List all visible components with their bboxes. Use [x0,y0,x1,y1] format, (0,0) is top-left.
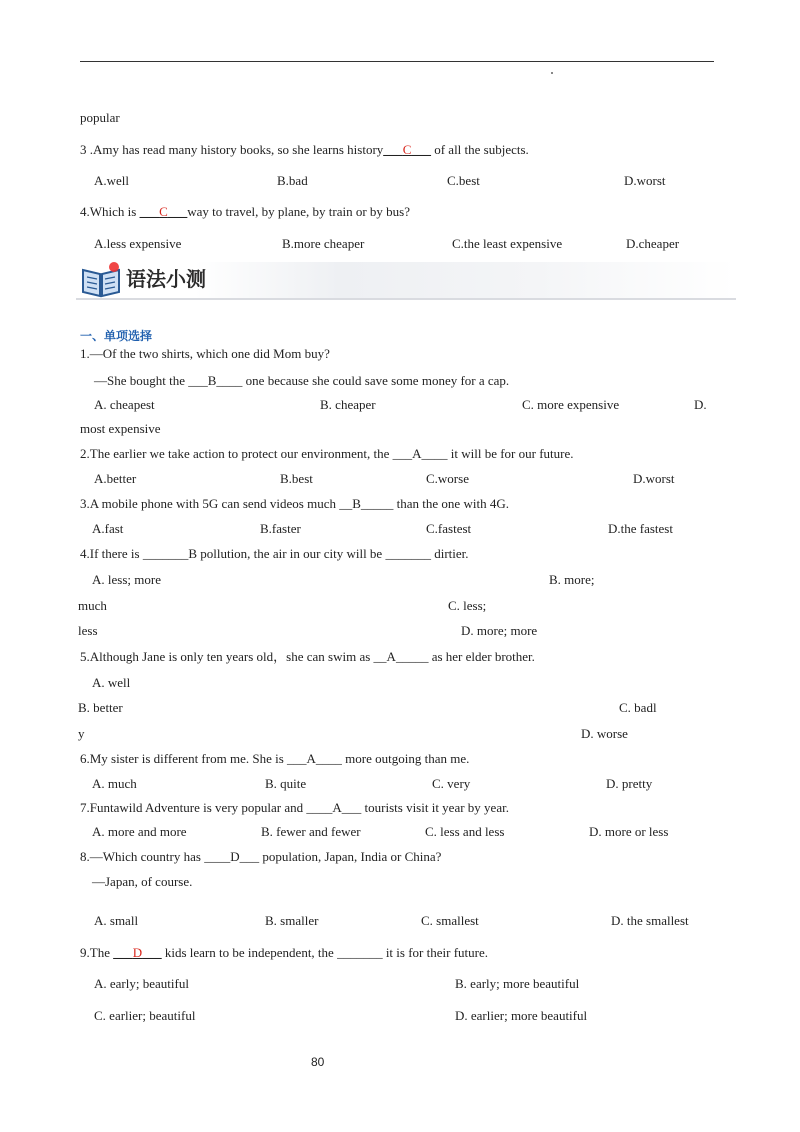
option-a: A.well [94,173,130,188]
option-b: B.faster [260,521,301,536]
question-text: 5.Although Jane is only ten years old，she can swim as [80,649,374,664]
option-b: B.more cheaper [282,236,365,251]
blank-post: _____ [360,496,394,511]
question-text-post: it will be for our future. [447,446,574,461]
blank-post: ____ [216,373,243,388]
option-c: C. smallest [421,913,479,928]
banner-title: 语法小测 [126,267,206,291]
option-d: D.the fastest [608,521,673,536]
header-mark [551,72,553,74]
question-text: 8.—Which country has [80,849,205,864]
question-4 [80,546,469,562]
question-text-post: as her elder brother. [428,649,535,664]
answer-letter: A [412,446,422,461]
blank-post: ___ [142,945,162,960]
question-text: 3.A mobile phone with 5G can send videos much [80,496,340,511]
option-c: C.the least expensive [452,236,563,251]
question-text-post: more outgoing than me. [341,751,470,766]
blank-pre: ____ [204,849,231,864]
section-heading: 一、单项选择 [80,329,153,343]
blank-pre: ___ [188,373,208,388]
option-c: C.fastest [426,521,472,536]
blank-pre: _______ [142,546,189,561]
answer-letter: B [207,373,217,388]
question-text-post: one because she could save some money for a cap. [242,373,510,388]
page-number: 80 [311,1055,325,1069]
option-a: A. small [94,913,139,928]
question-text-post: population, Japan, India or China? [259,849,442,864]
option-a: A. cheapest [94,397,155,412]
question-6 [80,751,469,767]
blank-pre: ___ [139,204,160,219]
question-text: 6.My sister is different from me. She is [80,751,288,766]
blank-post: _____ [395,649,429,664]
option-c: C.best [447,173,480,188]
option-c: C. very [432,776,471,791]
option-b: B. cheaper [320,397,376,412]
question-text-post: than the one with 4G. [393,496,509,511]
question-text-mid: kids learn to be independent, the [161,945,338,960]
question-text: 7.Funtawild Adventure is very popular and [80,800,307,815]
blank-post: ___ [167,204,188,219]
option-c: C. earlier; beautiful [94,1008,196,1023]
option-b: B. fewer and fewer [261,824,361,839]
answer-letter: D [132,945,143,960]
question-text-post: way to travel, by plane, by train or by bus? [187,204,410,219]
option-d: D.worst [633,471,675,486]
option-d-wrap: most expensive [80,421,161,436]
answer-blank [113,945,161,960]
question-9 [80,945,488,961]
option-a: A.fast [92,521,124,536]
option-b-wrap: much [78,598,107,613]
blank-pre: ___ [113,945,133,960]
answer-blank [383,142,431,157]
option-c-wrap: less [78,623,98,638]
question-text-mid: pollution, the air in our city will be [196,546,386,561]
blank-2: _______ [337,945,383,960]
option-a: A. early; beautiful [94,976,189,991]
option-c: C.worse [426,471,469,486]
option-d: D. the smallest [611,913,689,928]
blank-pre: __ [373,649,387,664]
option-a: A. well [92,675,131,690]
blank-post: ____ [315,751,342,766]
option-b: B.bad [277,173,308,188]
option-b: B.best [280,471,313,486]
answer-letter: B [352,496,361,511]
answer-letter: A [386,649,396,664]
question-8-reply: —Japan, of course. [92,874,193,889]
option-d: D. [694,397,707,412]
question-text: —She bought the [94,373,189,388]
blank-pre: ____ [306,800,333,815]
option-d: D. worse [581,726,628,741]
question-text-post: dirtier. [430,546,469,561]
option-b: B. smaller [265,913,319,928]
question-7 [80,800,509,816]
option-d: D. more; more [461,623,538,638]
question-1: 1.—Of the two shirts, which one did Mom buy? [80,346,330,361]
question-8 [80,849,441,865]
option-c: C. less; [448,598,487,613]
question-text-post: tourists visit it year by year. [361,800,509,815]
question-text: 4.Which is [80,204,140,219]
blank-post: ____ [421,446,448,461]
option-a: A. more and more [92,824,187,839]
blank-pre: ___ [383,142,403,157]
answer-letter: C [402,142,412,157]
option-a: A. much [92,776,137,791]
option-d: D. pretty [606,776,653,791]
option-d: D. earlier; more beautiful [455,1008,588,1023]
question-text-post: it is for their future. [382,945,488,960]
answer-letter: D [230,849,240,864]
option-c: C. badl [619,700,657,715]
section-banner [76,256,736,302]
blank-post: ___ [411,142,431,157]
question-text-post: of all the subjects. [430,142,529,157]
blank-post: ___ [341,800,362,815]
question-top-4 [80,204,410,220]
option-c: C. less and less [425,824,505,839]
open-book-icon [80,260,122,300]
blank-pre: __ [339,496,353,511]
answer-letter: A [332,800,342,815]
option-b: B. better [78,700,123,715]
answer-letter: A [306,751,316,766]
option-b: B. early; more beautiful [455,976,580,991]
option-c: C. more expensive [522,397,620,412]
blank-post: ___ [239,849,260,864]
question-text: 3 .Amy has read many history books, so she learns history [80,142,384,157]
blank-pre: ___ [392,446,413,461]
option-d: D.worst [624,173,666,188]
question-top-3 [80,142,529,158]
header-rule [80,61,714,62]
question-text: 2.The earlier we take action to protect our environment, the [80,446,393,461]
answer-blank [140,204,188,219]
option-c-wrap: y [78,726,85,741]
answer-letter: C [159,204,168,219]
answer-blank [188,373,242,388]
option-a: A. less; more [92,572,161,587]
question-3 [80,496,509,512]
option-d: D. more or less [589,824,669,839]
blank-pre: ___ [287,751,307,766]
continued-text: popular [80,110,120,125]
option-b: B. quite [265,776,307,791]
question-5 [80,649,535,665]
option-d: D.cheaper [626,236,680,251]
option-a: A.better [94,471,137,486]
question-1-line2 [94,373,509,389]
question-text: 4.If there is [80,546,143,561]
answer-letter: B [188,546,197,561]
question-text: 9.The [80,945,114,960]
option-b: B. more; [549,572,595,587]
question-2 [80,446,574,462]
blank-2: _______ [385,546,431,561]
option-a: A.less expensive [94,236,182,251]
